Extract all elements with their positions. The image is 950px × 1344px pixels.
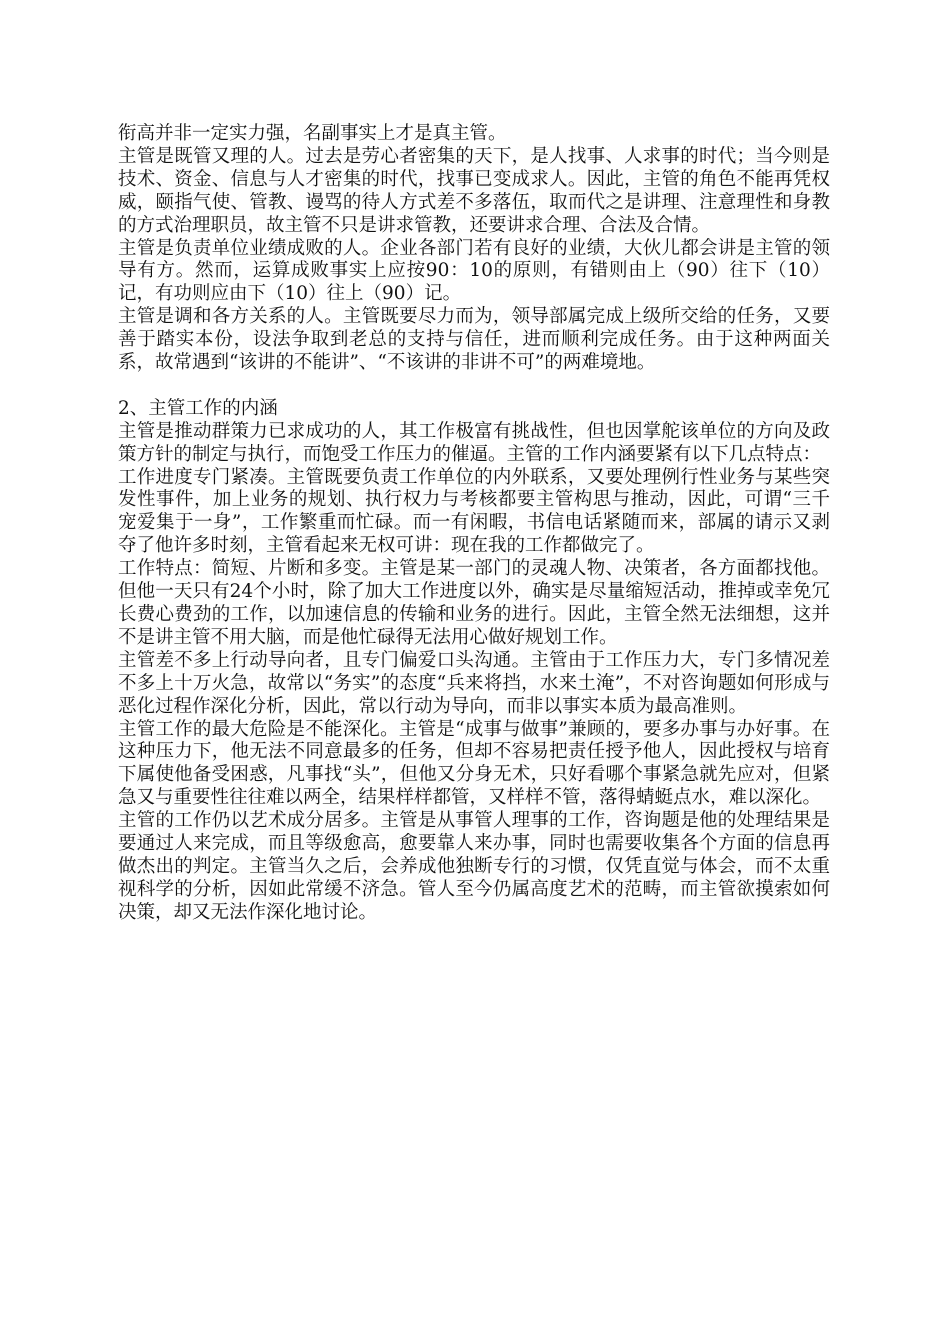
document-body [118,123,830,925]
paragraph: 主管是既管又理的人。过去是劳心者密集的天下，是人找事、人求事的时代；当今则是技术、资金、信息与人才密集的时代，找事已变成求人。因此，主管的角色不能再凭权威，颐指气使、管教、谩骂的待人方式差不多落伍，取而代之是讲理、注意理性和身教的方式治理职员，故主管不只是讲求管教，还要讲求合理、合法及合情。 [118,145,830,236]
paragraph: 主管是负责单位业绩成败的人。企业各部门若有良好的业绩，大伙儿都会讲是主管的领导有方。然而，运算成败事实上应按90：10的原则，有错则由上（90）往下（10）记，有功则应由下（10）往上（90）记。 [118,237,830,305]
blank-line [118,375,830,398]
paragraph: 工作进度专门紧凑。主管既要负责工作单位的内外联系，又要处理例行性业务与某些突发性事件，加上业务的规划、执行权力与考核都要主管构思与推动，因此，可谓“三千宠爱集于一身”，工作繁重而忙碌。而一有闲暇，书信电话紧随而来，部属的请示又剥夺了他许多时刻，主管看起来无权可讲：现在我的工作都做完了。 [118,466,830,557]
paragraph: 衔高并非一定实力强，名副事实上才是真主管。 [118,123,507,144]
section-heading: 2、主管工作的内涵 [118,397,278,419]
paragraph: 主管工作的最大危险是不能深化。主管是“成事与做事”兼顾的，要多办事与办好事。在这种压力下，他无法不同意最多的任务，但却不容易把责任授予他人，因此授权与培育下属使他备受困惑，凡事找“头”，但他又分身无术，只好看哪个事紧急就先应对，但紧急又与重要性往往难以两全，结果样样都管，又样样不管，落得蜻蜓点水，难以深化。 [118,718,830,809]
paragraph: 主管是调和各方关系的人。主管既要尽力而为，领导部属完成上级所交给的任务，又要善于踏实本份，设法争取到老总的支持与信任，进而顺利完成任务。由于这种两面关系，故常遇到“该讲的不能讲”、“不该讲的非讲不可”的两难境地。 [118,306,830,374]
paragraph: 主管是推动群策力已求成功的人，其工作极富有挑战性，但也因掌舵该单位的方向及政策方针的制定与执行，而饱受工作压力的催逼。主管的工作内涵要紧有以下几点特点： [118,420,830,465]
paragraph: 工作特点：简短、片断和多变。主管是某一部门的灵魂人物、决策者，各方面都找他。但他一天只有24个小时，除了加大工作进度以外，确实是尽量缩短活动，推掉或幸免冗长费心费劲的工作，以加速信息的传输和业务的进行。因此，主管全然无法细想，这并不是讲主管不用大脑，而是他忙碌得无法用心做好规划工作。 [118,558,830,648]
paragraph: 主管的工作仍以艺术成分居多。主管是从事管人理事的工作，咨询题是他的处理结果是要通过人来完成，而且等级愈高，愈要靠人来办事，同时也需要收集各个方面的信息再做杰出的判定。主管当久之后，会养成他独断专行的习惯，仅凭直觉与体会，而不太重视科学的分析，因如此常缓不济急。管人至今仍属高度艺术的范畴，而主管欲摸索如何决策，却又无法作深化地讨论。 [118,810,830,923]
paragraph: 主管差不多上行动导向者，且专门偏爱口头沟通。主管由于工作压力大，专门多情况差不多上十万火急，故常以“务实”的态度“兵来将挡，水来土淹”，不对咨询题如何形成与恶化过程作深化分析，因此，常以行动为导向，而非以事实本质为最高准则。 [118,649,830,717]
